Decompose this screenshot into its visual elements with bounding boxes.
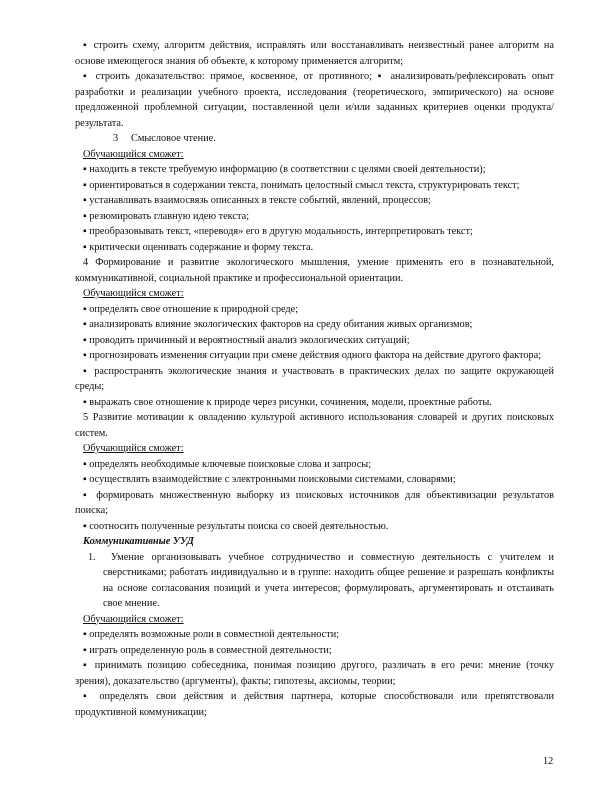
bullet-item: ▪ распространять экологические знания и участвовать в практических делах по защите окружающей среды;: [75, 364, 554, 395]
bullet-item: ▪ выражать свое отношение к природе через рисунки, сочинения, модели, проектные работы.: [75, 395, 554, 411]
bullet-item: ▪ ориентироваться в содержании текста, понимать целостный смысл текста, структурировать текст;: [75, 178, 554, 194]
bullet-item: ▪ преобразовывать текст, «переводя» его в другую модальность, интерпретировать текст;: [75, 224, 554, 240]
bullet-item: ▪ определять свое отношение к природной среде;: [75, 302, 554, 318]
item-number: 1.: [88, 551, 96, 563]
bullet-item: ▪ устанавливать взаимосвязь описанных в тексте событий, явлений, процессов;: [75, 193, 554, 209]
bullet-item: ▪ соотносить полученные результаты поиска со своей деятельностью.: [75, 519, 554, 535]
bullet-item: ▪ критически оценивать содержание и форму текста.: [75, 240, 554, 256]
bullet-item: ▪ строить доказательство: прямое, косвенное, от противного; ▪ анализировать/рефлексировать опыт разработки и реализации учебного проекта, исследования (теоретического, эмпирического) на основе предложенной проблемной ситуации, поставленной цели и/или заданных критериев оценки продукта/результата.: [75, 69, 554, 131]
numbered-item: [75, 131, 554, 147]
page-number: 12: [543, 756, 554, 767]
page-content: [75, 38, 554, 720]
section-heading: Обучающийся сможет:: [83, 148, 184, 160]
bullet-item: ▪ анализировать влияние экологических факторов на среду обитания живых организмов;: [75, 317, 554, 333]
bullet-item: ▪ находить в тексте требуемую информацию (в соответствии с целями своей деятельности);: [75, 162, 554, 178]
section-heading: Обучающийся сможет:: [83, 443, 184, 454]
bullet-item: ▪ осуществлять взаимодействие с электронными поисковыми системами, словарями;: [75, 472, 554, 488]
item-number: 3: [113, 133, 119, 144]
bullet-item: ▪ определять свои действия и действия партнера, которые способствовали или препятствовали продуктивной коммуникации;: [75, 689, 554, 720]
bullet-item: ▪ строить схему, алгоритм действия, исправлять или восстанавливать неизвестный ранее алгоритм на основе имеющегося знания об объекте, к которому применяется алгоритм;: [75, 38, 554, 69]
section-heading: Обучающийся сможет:: [83, 613, 184, 625]
section-paragraph: 5 Развитие мотивации к овладению культурой активного использования словарей и других поисковых систем.: [75, 412, 554, 439]
ordered-item: [75, 550, 554, 612]
bullet-item: ▪ определять необходимые ключевые поисковые слова и запросы;: [75, 457, 554, 473]
section-paragraph: 4 Формирование и развитие экологического мышления, умение применять его в познавательной, коммуникативной, социальной практике и профессиональной ориентации.: [75, 257, 554, 284]
subtitle: Коммуникативные УУД: [83, 536, 194, 547]
bullet-item: ▪ формировать множественную выборку из поисковых источников для объективизации результатов поиска;: [75, 488, 554, 519]
bullet-item: ▪ определять возможные роли в совместной деятельности;: [75, 627, 554, 643]
item-text: Смысловое чтение.: [131, 133, 216, 144]
bullet-item: ▪ резюмировать главную идею текста;: [75, 209, 554, 225]
bullet-item: ▪ проводить причинный и вероятностный анализ экологических ситуаций;: [75, 333, 554, 349]
section-heading: Обучающийся сможет:: [83, 288, 184, 299]
item-text: Умение организовывать учебное сотрудничество и совместную деятельность с учителем и сверстниками; работать индивидуально и в группе: находить общее решение и разрешать конфликты на основе согласования позиций и учета интересов; формулировать, аргументировать и отстаивать свое мнение.: [103, 551, 554, 609]
bullet-item: ▪ принимать позицию собеседника, понимая позицию другого, различать в его речи: мнение (точку зрения), доказательство (аргументы), факты; гипотезы, аксиомы, теории;: [75, 658, 554, 689]
bullet-item: ▪ играть определенную роль в совместной деятельности;: [75, 643, 554, 659]
bullet-item: ▪ прогнозировать изменения ситуации при смене действия одного фактора на действие другого фактора;: [75, 348, 554, 364]
